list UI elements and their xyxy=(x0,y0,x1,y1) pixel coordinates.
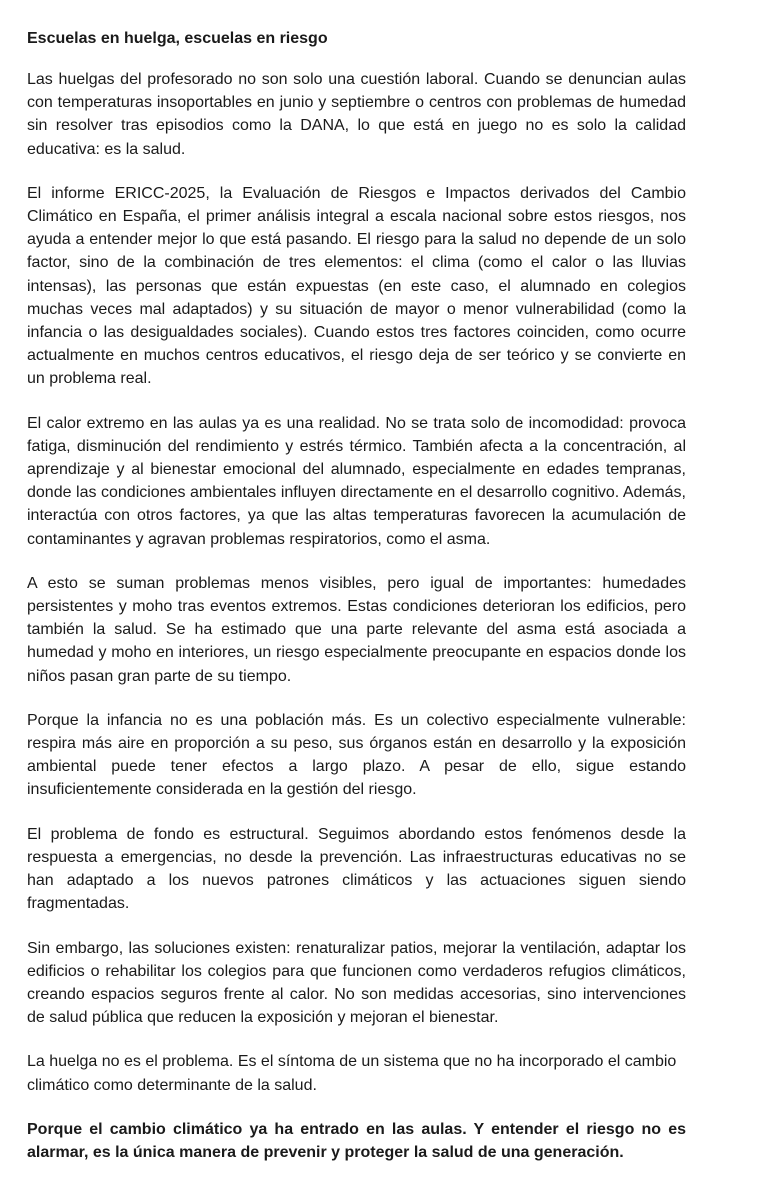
paragraph-childhood-vulnerability: Porque la infancia no es una población más. Es un colectivo especialmente vulnerable: respira más aire en proporción a su peso, sus órganos están en desarrollo y la exposición ambiental puede tener efectos a largo plazo. A pesar de ello, sigue estando insuficientemente considerada en la gestión del riesgo. xyxy=(27,711,686,799)
paragraph-ericc-report: El informe ERICC-2025, la Evaluación de Riesgos e Impactos derivados del Cambio Climático en España, el primer análisis integral a escala nacional sobre estos riesgos, nos ayuda a entender mejor lo que está pasando. El riesgo para la salud no depende de un solo factor, sino de la combinación de tres elementos: el clima (como el calor o las lluvias intensas), las personas que están expuestas (en este caso, el alumnado en colegios muchas veces mal adaptados) y su situación de mayor o menor vulnerabilidad (como la infancia o las desigualdades sociales). Cuando estos tres factores coinciden, como ocurre actualmente en muchos centros educativos, el riesgo deja de ser teórico y se convierte en un problema real. xyxy=(27,184,686,388)
document-page xyxy=(27,27,686,1164)
paragraph-strike-symptom: La huelga no es el problema. Es el síntoma de un sistema que no ha incorporado el cambio climático como determinante de la salud. xyxy=(27,1053,677,1094)
paragraph-extreme-heat: El calor extremo en las aulas ya es una realidad. No se trata solo de incomodidad: provoca fatiga, disminución del rendimiento y estrés térmico. También afecta a la concentración, al aprendizaje y al bienestar emocional del alumnado, especialmente en edades tempranas, donde las condiciones ambientales influyen directamente en el desarrollo cognitivo. Además, interactúa con otros factores, ya que las altas temperaturas favorecen la acumulación de contaminantes y agravan problemas respiratorios, como el asma. xyxy=(27,414,686,548)
paragraph-humidity-mold: A esto se suman problemas menos visibles, pero igual de importantes: humedades persistentes y moho tras eventos extremos. Estas condiciones deterioran los edificios, pero también la salud. Se ha estimado que una parte relevante del asma está asociada a humedad y moho en interiores, un riesgo especialmente preocupante en espacios donde los niños pasan gran parte de su tiempo. xyxy=(27,574,686,685)
paragraph-solutions: Sin embargo, las soluciones existen: renaturalizar patios, mejorar la ventilación, adaptar los edificios o rehabilitar los colegios para que funcionen como verdaderos refugios climáticos, creando espacios seguros frente al calor. No son medidas accesorias, sino intervenciones de salud pública que reducen la exposición y mejoran el bienestar. xyxy=(27,939,686,1027)
closing-statement: Porque el cambio climático ya ha entrado en las aulas. Y entender el riesgo no es alarmar, es la única manera de prevenir y proteger la salud de una generación. xyxy=(27,1120,686,1161)
paragraph-intro: Las huelgas del profesorado no son solo una cuestión laboral. Cuando se denuncian aulas con temperaturas insoportables en junio y septiembre o centros con problemas de humedad sin resolver tras episodios como la DANA, lo que está en juego no es solo la calidad educativa: es la salud. xyxy=(27,71,686,158)
paragraph-structural-problem: El problema de fondo es estructural. Seguimos abordando estos fenómenos desde la respuesta a emergencias, no desde la prevención. Las infraestructuras educativas no se han adaptado a los nuevos patrones climáticos y las actuaciones siguen siendo fragmentadas. xyxy=(27,825,686,913)
document-title: Escuelas en huelga, escuelas en riesgo xyxy=(27,30,328,47)
